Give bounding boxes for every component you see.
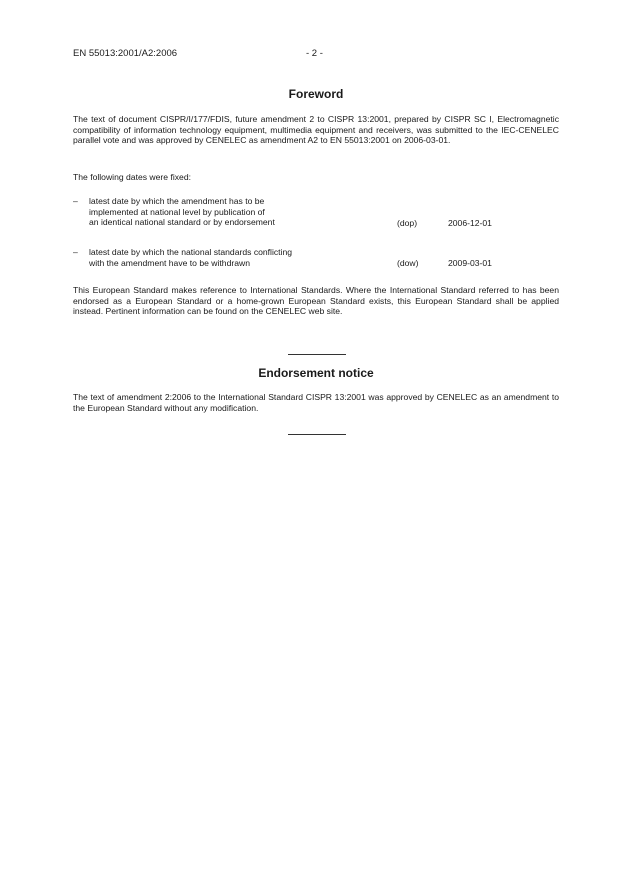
foreword-title: Foreword xyxy=(288,87,344,101)
reference-note-paragraph: This European Standard makes reference to International Standards. Where the International Standard referred to has been endorsed as a European Standard or a home-grown European Standard exists, this European Standard shall be applied instead. Pertinent information can be found on the CENELEC web site. xyxy=(73,285,559,317)
dates-intro: The following dates were fixed: xyxy=(73,172,191,182)
date-item-line: implemented at national level by publication of xyxy=(89,206,265,217)
date-item-bullet: – xyxy=(73,196,78,206)
endorsement-paragraph: The text of amendment 2:2006 to the International Standard CISPR 13:2001 was approved by CENELEC as an amendment to the European Standard without any modification. xyxy=(73,392,559,413)
date-item-line: with the amendment have to be withdrawn xyxy=(89,257,250,268)
header-doc-ref: EN 55013:2001/A2:2006 xyxy=(73,48,178,59)
foreword-intro-paragraph: The text of document CISPR/I/177/FDIS, future amendment 2 to CISPR 13:2001, prepared by CISPR SC I, Electromagnetic compatibility of information technology equipment, multimedia equipment and receivers, was submitted to the IEC-CENELEC parallel vote and was approved by CENELEC as amendment A2 to EN 55013:2001 on 2006-03-01. xyxy=(73,114,559,146)
date-item-line: latest date by which the amendment has to be xyxy=(89,196,265,206)
date-item-line: latest date by which the national standards conflicting xyxy=(89,247,293,257)
date-item-text xyxy=(89,196,275,228)
date-item-line: an identical national standard or by endorsement xyxy=(89,217,275,228)
date-item-bullet: – xyxy=(73,247,78,257)
date-item-date: 2006-12-01 xyxy=(448,218,492,228)
endorsement-title: Endorsement notice xyxy=(258,366,374,380)
date-item-code: (dow) xyxy=(397,258,419,268)
date-item-date: 2009-03-01 xyxy=(448,258,492,268)
end-divider xyxy=(288,434,346,435)
date-item-text xyxy=(89,247,292,268)
date-item-code: (dop) xyxy=(397,218,418,228)
section-divider xyxy=(288,354,346,355)
header-page-number: - 2 - xyxy=(306,48,323,59)
